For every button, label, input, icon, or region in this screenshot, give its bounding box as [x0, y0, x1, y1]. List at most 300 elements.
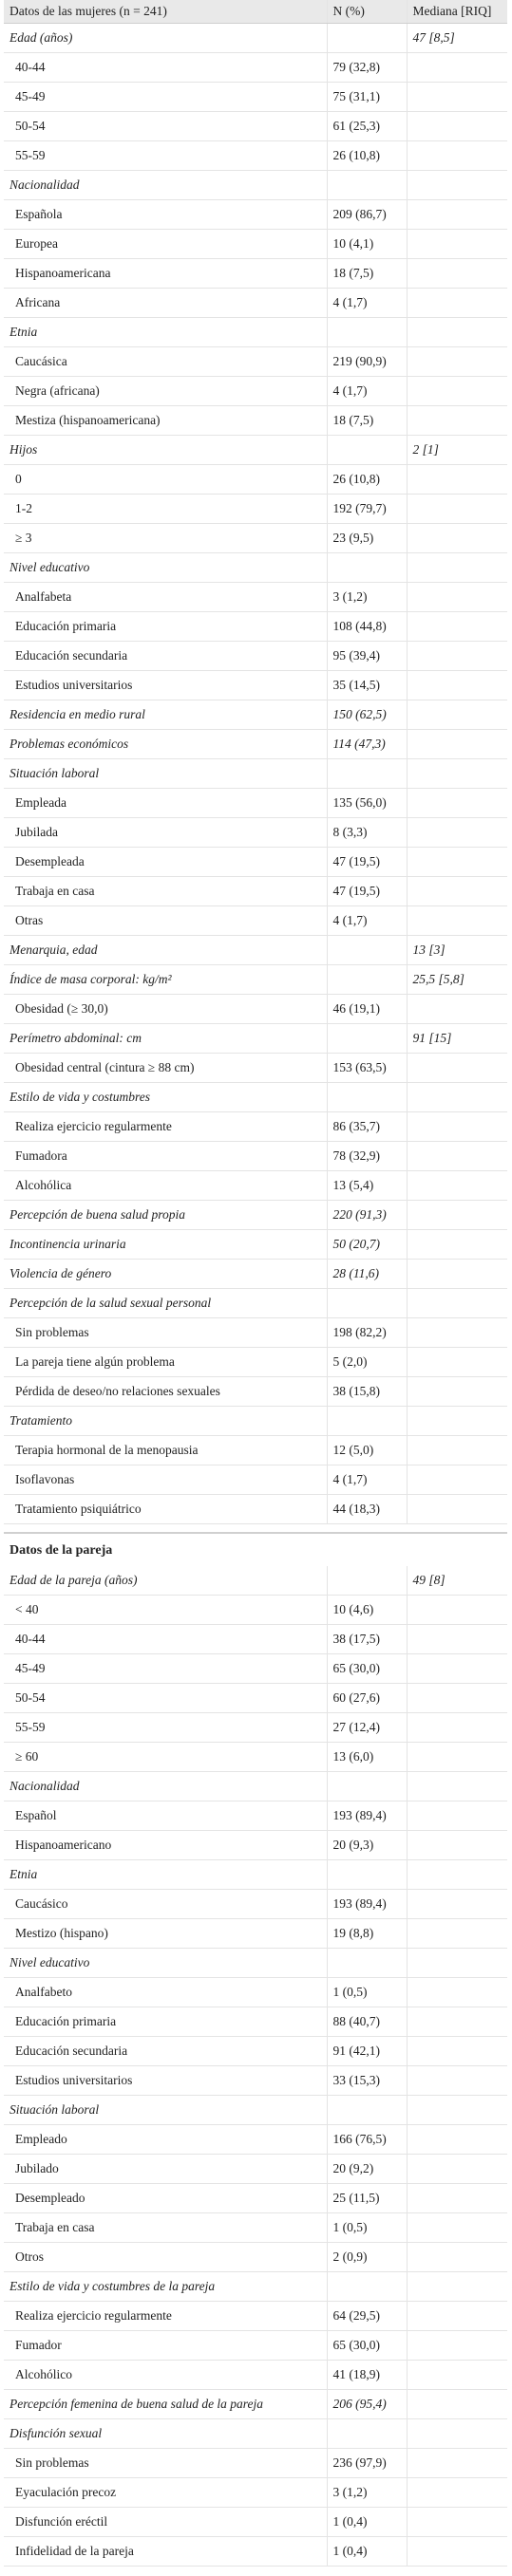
- row-n-percent: 4 (1,7): [327, 377, 407, 406]
- row-n-percent: 61 (25,3): [327, 112, 407, 141]
- row-median: [407, 141, 507, 171]
- row-label: Nacionalidad: [4, 1772, 327, 1801]
- row-label: Hijos: [4, 436, 327, 465]
- row-n-percent: 209 (86,7): [327, 200, 407, 230]
- row-label: Situación laboral: [4, 759, 327, 789]
- row-median: [407, 1112, 507, 1142]
- row-n-percent: 18 (7,5): [327, 406, 407, 436]
- row-label: 45-49: [4, 83, 327, 112]
- row-n-percent: 4 (1,7): [327, 1465, 407, 1495]
- row-median: [407, 1348, 507, 1377]
- row-n-percent: 20 (9,2): [327, 2155, 407, 2184]
- row-median: 47 [8,5]: [407, 24, 507, 53]
- row-median: [407, 1831, 507, 1860]
- row-median: [407, 495, 507, 524]
- row-n-percent: 4 (1,7): [327, 906, 407, 936]
- row-median: [407, 1860, 507, 1890]
- table-row: [4, 642, 507, 671]
- row-n-percent: 135 (56,0): [327, 789, 407, 818]
- row-n-percent: 26 (10,8): [327, 141, 407, 171]
- row-median: [407, 2478, 507, 2508]
- row-label: Africana: [4, 289, 327, 318]
- row-n-percent: 1 (0,4): [327, 2508, 407, 2537]
- row-median: 49 [8]: [407, 1566, 507, 1596]
- table-row: [4, 1978, 507, 2007]
- table-row: [4, 2066, 507, 2096]
- row-n-percent: 2 (0,9): [327, 2243, 407, 2272]
- row-median: [407, 406, 507, 436]
- table-row: [4, 2361, 507, 2390]
- row-median: 2 [1]: [407, 436, 507, 465]
- row-n-percent: [327, 1407, 407, 1436]
- row-label: Nivel educativo: [4, 553, 327, 583]
- row-median: [407, 1495, 507, 1524]
- row-median: [407, 2390, 507, 2419]
- table-row: [4, 1743, 507, 1772]
- row-n-percent: 95 (39,4): [327, 642, 407, 671]
- row-median: [407, 1201, 507, 1230]
- row-label: Disfunción sexual: [4, 2419, 327, 2449]
- row-label: Hispanoamericana: [4, 259, 327, 289]
- row-label: Jubilada: [4, 818, 327, 848]
- row-label: Educación secundaria: [4, 2037, 327, 2066]
- row-median: [407, 759, 507, 789]
- row-label: Mestizo (hispano): [4, 1919, 327, 1949]
- table-section-row: [4, 436, 507, 465]
- table-row: [4, 671, 507, 700]
- row-label: Mestiza (hispanoamericana): [4, 406, 327, 436]
- table-row: [4, 2184, 507, 2213]
- row-median: [407, 1465, 507, 1495]
- table-row: [4, 1377, 507, 1407]
- table-section-row: [4, 759, 507, 789]
- row-label: Español: [4, 1801, 327, 1831]
- table-row: [4, 141, 507, 171]
- row-label: 55-59: [4, 141, 327, 171]
- table-row: [4, 1831, 507, 1860]
- row-label: Estudios universitarios: [4, 671, 327, 700]
- row-median: [407, 259, 507, 289]
- row-label: Española: [4, 200, 327, 230]
- table-section-row: [4, 700, 507, 730]
- table-row: [4, 2243, 507, 2272]
- table-row: [4, 377, 507, 406]
- table-row: [4, 1142, 507, 1171]
- row-n-percent: 65 (30,0): [327, 1654, 407, 1684]
- row-n-percent: 193 (89,4): [327, 1890, 407, 1919]
- row-n-percent: 38 (17,5): [327, 1625, 407, 1654]
- partner-section-title: Datos de la pareja: [4, 1532, 507, 1566]
- table-row: [4, 818, 507, 848]
- table-section-row: [4, 1860, 507, 1890]
- row-n-percent: 13 (5,4): [327, 1171, 407, 1201]
- row-n-percent: 65 (30,0): [327, 2331, 407, 2361]
- table-section-row: [4, 2272, 507, 2302]
- row-n-percent: [327, 1772, 407, 1801]
- row-median: [407, 1142, 507, 1171]
- row-label: Jubilado: [4, 2155, 327, 2184]
- row-label: ≥ 60: [4, 1743, 327, 1772]
- row-median: [407, 2125, 507, 2155]
- table-row: [4, 259, 507, 289]
- table-row: [4, 1801, 507, 1831]
- table-row: [4, 1890, 507, 1919]
- row-label: < 40: [4, 1596, 327, 1625]
- row-n-percent: 236 (97,9): [327, 2449, 407, 2478]
- row-label: Tratamiento psiquiátrico: [4, 1495, 327, 1524]
- row-label: Europea: [4, 230, 327, 259]
- row-label: 40-44: [4, 1625, 327, 1654]
- table-section-row: [4, 24, 507, 53]
- row-label: Empleado: [4, 2125, 327, 2155]
- row-n-percent: 64 (29,5): [327, 2302, 407, 2331]
- row-median: [407, 700, 507, 730]
- table-row: [4, 1171, 507, 1201]
- row-n-percent: 10 (4,6): [327, 1596, 407, 1625]
- table-section-row: [4, 2096, 507, 2125]
- row-n-percent: 153 (63,5): [327, 1054, 407, 1083]
- row-n-percent: 18 (7,5): [327, 259, 407, 289]
- row-median: [407, 1436, 507, 1465]
- table-row: [4, 877, 507, 906]
- row-median: [407, 2037, 507, 2066]
- table-section-row: [4, 1260, 507, 1289]
- row-label: Eyaculación precoz: [4, 2478, 327, 2508]
- row-label: Analfabeto: [4, 1978, 327, 2007]
- table-row: [4, 1054, 507, 1083]
- row-n-percent: 26 (10,8): [327, 465, 407, 495]
- row-label: Fumador: [4, 2331, 327, 2361]
- table-section-row: [4, 1201, 507, 1230]
- row-label: Sin problemas: [4, 1318, 327, 1348]
- table-row: [4, 289, 507, 318]
- row-median: [407, 1713, 507, 1743]
- row-median: [407, 906, 507, 936]
- row-label: Fumadora: [4, 1142, 327, 1171]
- table-row: [4, 230, 507, 259]
- table-row: [4, 1112, 507, 1142]
- row-median: [407, 1890, 507, 1919]
- row-n-percent: 5 (2,0): [327, 1348, 407, 1377]
- row-n-percent: 47 (19,5): [327, 848, 407, 877]
- row-label: Sin problemas: [4, 2449, 327, 2478]
- row-label: Realiza ejercicio regularmente: [4, 2302, 327, 2331]
- row-median: [407, 2184, 507, 2213]
- row-median: [407, 1318, 507, 1348]
- row-label: Menarquia, edad: [4, 936, 327, 965]
- row-median: [407, 818, 507, 848]
- row-median: [407, 671, 507, 700]
- row-median: [407, 524, 507, 553]
- table-row: [4, 2007, 507, 2037]
- table-section-row: [4, 1024, 507, 1054]
- row-median: [407, 1171, 507, 1201]
- table-row: [4, 1684, 507, 1713]
- table-section-row: [4, 553, 507, 583]
- row-median: [407, 1801, 507, 1831]
- row-label: 0: [4, 465, 327, 495]
- table-row: [4, 495, 507, 524]
- row-n-percent: 10 (4,1): [327, 230, 407, 259]
- row-median: [407, 553, 507, 583]
- row-label: 40-44: [4, 53, 327, 83]
- row-n-percent: 23 (9,5): [327, 524, 407, 553]
- row-median: [407, 347, 507, 377]
- row-label: Violencia de género: [4, 1260, 327, 1289]
- table-header-row: [4, 0, 507, 24]
- row-label: Perímetro abdominal: cm: [4, 1024, 327, 1054]
- row-label: Alcohólico: [4, 2361, 327, 2390]
- row-label: Estilo de vida y costumbres de la pareja: [4, 2272, 327, 2302]
- row-median: 91 [15]: [407, 1024, 507, 1054]
- row-median: [407, 2331, 507, 2361]
- row-label: Desempleado: [4, 2184, 327, 2213]
- row-n-percent: [327, 1860, 407, 1890]
- women-data-table: [4, 0, 507, 1524]
- row-n-percent: 192 (79,7): [327, 495, 407, 524]
- row-n-percent: [327, 2096, 407, 2125]
- row-label: Edad (años): [4, 24, 327, 53]
- table-section-row: [4, 171, 507, 200]
- table-row: [4, 1348, 507, 1377]
- row-label: Percepción femenina de buena salud de la pareja: [4, 2390, 327, 2419]
- row-n-percent: 4 (1,7): [327, 289, 407, 318]
- row-median: [407, 1377, 507, 1407]
- row-label: Estudios universitarios: [4, 2066, 327, 2096]
- row-label: Índice de masa corporal: kg/m²: [4, 965, 327, 995]
- row-median: [407, 1260, 507, 1289]
- row-median: [407, 1596, 507, 1625]
- row-n-percent: 3 (1,2): [327, 583, 407, 612]
- row-n-percent: 220 (91,3): [327, 1201, 407, 1230]
- row-median: [407, 289, 507, 318]
- row-n-percent: 150 (62,5): [327, 700, 407, 730]
- row-n-percent: 114 (47,3): [327, 730, 407, 759]
- row-n-percent: 88 (40,7): [327, 2007, 407, 2037]
- row-median: [407, 995, 507, 1024]
- row-median: [407, 2419, 507, 2449]
- row-n-percent: 44 (18,3): [327, 1495, 407, 1524]
- row-median: [407, 171, 507, 200]
- row-label: Desempleada: [4, 848, 327, 877]
- table-row: [4, 2155, 507, 2184]
- row-n-percent: 206 (95,4): [327, 2390, 407, 2419]
- row-n-percent: 91 (42,1): [327, 2037, 407, 2066]
- row-n-percent: 46 (19,1): [327, 995, 407, 1024]
- table-row: [4, 1654, 507, 1684]
- table-row: [4, 1713, 507, 1743]
- row-label: Caucásica: [4, 347, 327, 377]
- row-label: Pérdida de deseo/no relaciones sexuales: [4, 1377, 327, 1407]
- row-median: [407, 848, 507, 877]
- table-row: [4, 906, 507, 936]
- row-n-percent: [327, 436, 407, 465]
- row-n-percent: 27 (12,4): [327, 1713, 407, 1743]
- row-n-percent: [327, 318, 407, 347]
- row-n-percent: 78 (32,9): [327, 1142, 407, 1171]
- row-median: [407, 377, 507, 406]
- row-median: 13 [3]: [407, 936, 507, 965]
- row-label: Situación laboral: [4, 2096, 327, 2125]
- row-n-percent: 33 (15,3): [327, 2066, 407, 2096]
- table-row: [4, 1465, 507, 1495]
- row-median: [407, 730, 507, 759]
- table-row: [4, 995, 507, 1024]
- table-row: [4, 2037, 507, 2066]
- row-median: [407, 789, 507, 818]
- header-n-percent: N (%): [327, 0, 407, 24]
- row-n-percent: 41 (18,9): [327, 2361, 407, 2390]
- row-label: Edad de la pareja (años): [4, 1566, 327, 1596]
- table-row: [4, 848, 507, 877]
- row-label: Percepción de la salud sexual personal: [4, 1289, 327, 1318]
- row-label: Nacionalidad: [4, 171, 327, 200]
- row-label: Trabaja en casa: [4, 2213, 327, 2243]
- partner-data-table: [4, 1566, 507, 2567]
- row-label: Negra (africana): [4, 377, 327, 406]
- row-n-percent: 1 (0,4): [327, 2537, 407, 2567]
- row-n-percent: [327, 2419, 407, 2449]
- table-row: [4, 2537, 507, 2567]
- table-row: [4, 83, 507, 112]
- row-median: [407, 318, 507, 347]
- row-n-percent: [327, 965, 407, 995]
- row-label: Disfunción eréctil: [4, 2508, 327, 2537]
- row-label: Infidelidad de la pareja: [4, 2537, 327, 2567]
- row-median: [407, 1289, 507, 1318]
- row-label: Otras: [4, 906, 327, 936]
- row-label: Educación primaria: [4, 2007, 327, 2037]
- row-label: Obesidad (≥ 30,0): [4, 995, 327, 1024]
- row-median: [407, 583, 507, 612]
- row-median: [407, 1684, 507, 1713]
- row-n-percent: 86 (35,7): [327, 1112, 407, 1142]
- table-row: [4, 2508, 507, 2537]
- row-median: [407, 2302, 507, 2331]
- table-row: [4, 1625, 507, 1654]
- row-n-percent: [327, 1566, 407, 1596]
- row-n-percent: [327, 1289, 407, 1318]
- row-median: [407, 2213, 507, 2243]
- table-section-row: [4, 2390, 507, 2419]
- row-median: [407, 200, 507, 230]
- table-row: [4, 1436, 507, 1465]
- table-row: [4, 2449, 507, 2478]
- row-median: [407, 465, 507, 495]
- row-median: [407, 612, 507, 642]
- row-label: 45-49: [4, 1654, 327, 1684]
- row-n-percent: [327, 171, 407, 200]
- row-median: [407, 1654, 507, 1684]
- partner-table-body: [4, 1566, 507, 2567]
- table-section-row: [4, 1083, 507, 1112]
- table-row: [4, 2478, 507, 2508]
- row-median: [407, 2361, 507, 2390]
- table-row: [4, 200, 507, 230]
- row-median: [407, 1407, 507, 1436]
- table-section-row: [4, 2419, 507, 2449]
- row-n-percent: [327, 24, 407, 53]
- row-median: [407, 1083, 507, 1112]
- row-label: Etnia: [4, 1860, 327, 1890]
- row-median: [407, 2272, 507, 2302]
- table-row: [4, 2213, 507, 2243]
- row-n-percent: [327, 1949, 407, 1978]
- table-section-row: [4, 1566, 507, 1596]
- row-label: 50-54: [4, 112, 327, 141]
- row-n-percent: 19 (8,8): [327, 1919, 407, 1949]
- table-row: [4, 1318, 507, 1348]
- row-median: [407, 2155, 507, 2184]
- row-median: [407, 1743, 507, 1772]
- row-median: [407, 1978, 507, 2007]
- row-label: Realiza ejercicio regularmente: [4, 1112, 327, 1142]
- table-row: [4, 524, 507, 553]
- row-n-percent: 20 (9,3): [327, 1831, 407, 1860]
- row-label: Problemas económicos: [4, 730, 327, 759]
- table-section-row: [4, 318, 507, 347]
- row-n-percent: 25 (11,5): [327, 2184, 407, 2213]
- row-median: [407, 877, 507, 906]
- table-row: [4, 347, 507, 377]
- table-row: [4, 1919, 507, 1949]
- row-label: Isoflavonas: [4, 1465, 327, 1495]
- row-label: Hispanoamericano: [4, 1831, 327, 1860]
- table-section-row: [4, 936, 507, 965]
- row-n-percent: 219 (90,9): [327, 347, 407, 377]
- header-women-data: Datos de las mujeres (n = 241): [4, 0, 327, 24]
- row-n-percent: 12 (5,0): [327, 1436, 407, 1465]
- row-median: [407, 83, 507, 112]
- row-median: [407, 2007, 507, 2037]
- row-label: La pareja tiene algún problema: [4, 1348, 327, 1377]
- row-n-percent: [327, 936, 407, 965]
- table-row: [4, 583, 507, 612]
- row-n-percent: 193 (89,4): [327, 1801, 407, 1831]
- header-median-iqr: Mediana [RIQ]: [407, 0, 507, 24]
- row-label: Alcohólica: [4, 1171, 327, 1201]
- row-label: 55-59: [4, 1713, 327, 1743]
- row-median: [407, 1625, 507, 1654]
- row-label: Incontinencia urinaria: [4, 1230, 327, 1260]
- row-label: Terapia hormonal de la menopausia: [4, 1436, 327, 1465]
- row-n-percent: 47 (19,5): [327, 877, 407, 906]
- table-row: [4, 1596, 507, 1625]
- row-label: Trabaja en casa: [4, 877, 327, 906]
- row-n-percent: 166 (76,5): [327, 2125, 407, 2155]
- row-median: [407, 2508, 507, 2537]
- row-n-percent: 35 (14,5): [327, 671, 407, 700]
- row-median: [407, 2066, 507, 2096]
- row-n-percent: 60 (27,6): [327, 1684, 407, 1713]
- row-n-percent: 1 (0,5): [327, 2213, 407, 2243]
- section-gap: [0, 1524, 512, 1532]
- women-table-body: [4, 24, 507, 1524]
- row-label: Nivel educativo: [4, 1949, 327, 1978]
- row-label: 1-2: [4, 495, 327, 524]
- table-section-row: [4, 1230, 507, 1260]
- row-n-percent: 8 (3,3): [327, 818, 407, 848]
- row-n-percent: 1 (0,5): [327, 1978, 407, 2007]
- row-label: Empleada: [4, 789, 327, 818]
- table-section-row: [4, 1407, 507, 1436]
- row-n-percent: 38 (15,8): [327, 1377, 407, 1407]
- row-n-percent: [327, 1083, 407, 1112]
- row-n-percent: [327, 553, 407, 583]
- row-label: 50-54: [4, 1684, 327, 1713]
- table-row: [4, 2302, 507, 2331]
- row-label: Etnia: [4, 318, 327, 347]
